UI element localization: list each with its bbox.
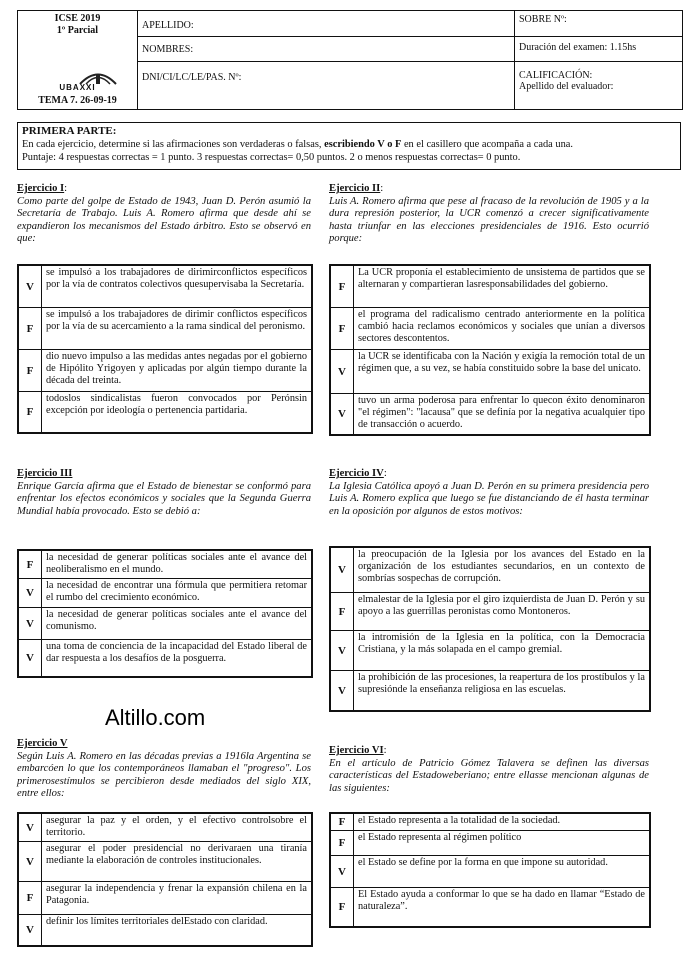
answer-cell[interactable]: V	[18, 640, 42, 678]
dni-field[interactable]: DNI/CI/LC/LE/PAS. Nº:	[142, 72, 242, 83]
instructions-text: En cada ejercicio, determine si las afirmaciones son verdaderas o falsas, escribiendo V o F en el casillero que acompaña a cada una.	[22, 139, 573, 150]
statement: el programa del radicalismo centrado anteriormente en la política cambió hacia reclamos económicos y sociales que unían a diversos sectores descontentos.	[354, 308, 651, 350]
answer-cell[interactable]: V	[18, 842, 42, 882]
answer-cell[interactable]: F	[330, 888, 354, 928]
table-row	[18, 882, 312, 915]
table-row	[330, 593, 650, 631]
statement: todoslos sindicalistas fueron convocados por Perónsin excepción por ideología o pertenencia partidaria.	[42, 392, 313, 434]
statement: dio nuevo impulso a las medidas antes negadas por el gobierno de Hipólito Yrigoyen y aplicadas por algún tiempo durante la década del treinta.	[42, 350, 313, 392]
answer-cell[interactable]: V	[330, 547, 354, 593]
answer-cell[interactable]: V	[330, 631, 354, 671]
exercise-1-prompt: Ejercicio I: Como parte del golpe de Estado de 1943, Juan D. Perón asumió la Secretaría de Trabajo. Luis A. Romero afirma que desde ahí se expandieron los mecanismos del Estado árbitro. Esto se observó en que:	[17, 183, 311, 244]
exercise-6-prompt: Ejercicio VI: En el artículo de Patricio Gómez Talavera se definen las diversas características del Estadoweberiano; entre ellasse mencionan algunas de las siguientes:	[329, 745, 649, 794]
sobre-field[interactable]: SOBRE Nº:	[519, 14, 567, 25]
table-row	[330, 394, 650, 436]
table-row	[18, 308, 312, 350]
answer-cell[interactable]: F	[18, 550, 42, 579]
statement: el Estado representa a la totalidad de la sociedad.	[354, 813, 651, 831]
table-row	[18, 265, 312, 308]
statement: el Estado representa al régimen político	[354, 831, 651, 856]
apellido-field[interactable]: APELLIDO:	[142, 20, 194, 31]
exercise-5-table	[17, 812, 313, 947]
statement: se impulsó a los trabajadores de dirimir conflictos específicos por la vía de su acercamiento a la rama sindical del peronismo.	[42, 308, 313, 350]
watermark: Altillo.com	[105, 705, 206, 730]
statement: la intromisión de la Iglesia en la política, con la Democracia Cristiana, y la más solapada en el campo gremial.	[354, 631, 651, 671]
statement: se impulsó a los trabajadores de dirimirconflictos específicos por la vía de contratos colectivos quesupervisaba la Secretaría.	[42, 265, 313, 308]
exam-label: 1º Parcial	[56, 25, 99, 36]
answer-cell[interactable]: V	[18, 813, 42, 842]
table-row	[330, 631, 650, 671]
table-row	[18, 842, 312, 882]
tema-label: TEMA 7. 26-09-19	[38, 95, 117, 106]
answer-cell[interactable]: F	[18, 308, 42, 350]
table-row	[18, 915, 312, 947]
statement: definir los límites territoriales delEstado con claridad.	[42, 915, 313, 947]
table-row	[330, 671, 650, 712]
statement: la preocupación de la Iglesia por los avances del Estado en la organización de los estudiantes secundarios, en un contexto de sombrías sospechas de corrupción.	[354, 547, 651, 593]
table-row	[330, 547, 650, 593]
answer-cell[interactable]: F	[330, 308, 354, 350]
statement: la prohibición de las procesiones, la reapertura de los prostíbulos y la supresiónde la enseñanza religiosa en las escuelas.	[354, 671, 651, 712]
answer-cell[interactable]: F	[330, 831, 354, 856]
statement: una toma de conciencia de la incapacidad del Estado liberal de dar respuesta a los desafíos de la posguerra.	[42, 640, 313, 678]
duracion-label: Duración del examen: 1.15hs	[519, 42, 637, 53]
table-row	[330, 813, 650, 831]
calificacion-field[interactable]: CALIFICACIÓN:	[519, 70, 593, 81]
answer-cell[interactable]: V	[330, 671, 354, 712]
statement: La UCR proponía el establecimiento de unsistema de partidos que se alternaran y compartieran lasresponsabilidades del gobierno.	[354, 265, 651, 308]
table-row	[18, 640, 312, 678]
table-row	[18, 579, 312, 608]
answer-cell[interactable]: F	[18, 350, 42, 392]
logo-text: UBAXXI	[59, 83, 96, 92]
statement: el Estado se define por la forma en que impone su autoridad.	[354, 856, 651, 888]
statement: El Estado ayuda a conformar lo que se ha dado en llamar “Estado de naturaleza”.	[354, 888, 651, 928]
table-row	[330, 856, 650, 888]
exercise-6-table	[329, 812, 651, 928]
evaluador-field[interactable]: Apellido del evaluador:	[519, 81, 614, 92]
exercise-2-prompt: Ejercicio II: Luis A. Romero afirma que pese al fracaso de la revolución de 1905 y a la dura represión posterior, la UCR comenzó a crecer significativamente hasta triunfar en las elecciones presidenciales de 1916. Esto ocurrió porque:	[329, 183, 649, 244]
answer-cell[interactable]: F	[18, 392, 42, 434]
table-row	[18, 813, 312, 842]
header-course-cell	[18, 11, 138, 109]
answer-cell[interactable]: V	[18, 265, 42, 308]
statement: la necesidad de generar políticas sociales ante el avance del comunismo.	[42, 608, 313, 640]
statement: asegurar el poder presidencial no derivaraen una tiranía mediante la elaboración de controles institucionales.	[42, 842, 313, 882]
statement: la necesidad de generar políticas sociales ante el avance del neoliberalismo en el mundo.	[42, 550, 313, 579]
statement: elmalestar de la Iglesia por el giro izquierdista de Juan D. Perón y su apoyo a las guerrillas peronistas como Montoneros.	[354, 593, 651, 631]
answer-cell[interactable]: V	[330, 856, 354, 888]
exercise-2-table	[329, 264, 651, 436]
instructions-box	[17, 122, 681, 170]
header-grade-cell	[515, 11, 682, 109]
nombres-field[interactable]: NOMBRES:	[142, 44, 194, 55]
table-row	[18, 550, 312, 579]
table-row	[330, 265, 650, 308]
table-row	[18, 608, 312, 640]
table-row	[330, 308, 650, 350]
answer-cell[interactable]: V	[18, 608, 42, 640]
answer-cell[interactable]: V	[330, 350, 354, 394]
scoring-text: Puntaje: 4 respuestas correctas = 1 punto. 3 respuestas correctas= 0,50 puntos. 2 o menos respuestas correctas= 0 punto.	[22, 152, 521, 163]
exercise-5-prompt: Ejercicio V Según Luis A. Romero en las décadas previas a 1916la Argentina se embarcóen lo que los contemporáneos llamaban el "progreso". Los primerosestímulos se percibieron desde mediados del siglo XIX, entre ellos:	[17, 738, 311, 799]
exercise-3-prompt: Ejercicio III Enrique García afirma que el Estado de bienestar se conformó para enfrentar los efectos económicos y sociales que la Segunda Guerra Mundial había provocado. Esto se debió a:	[17, 468, 311, 517]
header-student-cell	[138, 11, 515, 109]
course-label: ICSE 2019	[54, 13, 101, 24]
exercise-4-prompt: Ejercicio IV: La Iglesia Católica apoyó a Juan D. Perón en su primera presidencia pero Luis A. Romero explica que luego se fue distanciando de él hasta terminar en la oposición por algunos de estos motivos:	[329, 468, 649, 517]
answer-cell[interactable]: F	[330, 265, 354, 308]
statement: la UCR se identificaba con la Nación y exigía la remoción total de un régimen que, a su vez, se había constituido sobre la base del unicato.	[354, 350, 651, 394]
table-row	[330, 831, 650, 856]
table-row	[18, 392, 312, 434]
exam-header	[17, 10, 683, 110]
table-row	[330, 350, 650, 394]
statement: la necesidad de encontrar una fórmula que permitiera retomar el rumbo del crecimiento económico.	[42, 579, 313, 608]
statement: asegurar la independencia y frenar la expansión chilena en la Patagonia.	[42, 882, 313, 915]
answer-cell[interactable]: V	[330, 394, 354, 436]
answer-cell[interactable]: V	[18, 579, 42, 608]
answer-cell[interactable]: F	[330, 813, 354, 831]
answer-cell[interactable]: F	[18, 882, 42, 915]
statement: tuvo un arma poderosa para enfrentar lo quecon éxito denominaron "el régimen": "lacausa" que se definía por la negativa acualquier tipo de transacción o acuerdo.	[354, 394, 651, 436]
exercise-4-table	[329, 546, 651, 712]
table-row	[330, 888, 650, 928]
section-title: PRIMERA PARTE:	[22, 125, 117, 137]
statement: asegurar la paz y el orden, y el efectivo controlsobre el territorio.	[42, 813, 313, 842]
exercise-3-table	[17, 549, 313, 678]
table-row	[18, 350, 312, 392]
answer-cell[interactable]: F	[330, 593, 354, 631]
exercise-1-table	[17, 264, 313, 434]
answer-cell[interactable]: V	[18, 915, 42, 947]
